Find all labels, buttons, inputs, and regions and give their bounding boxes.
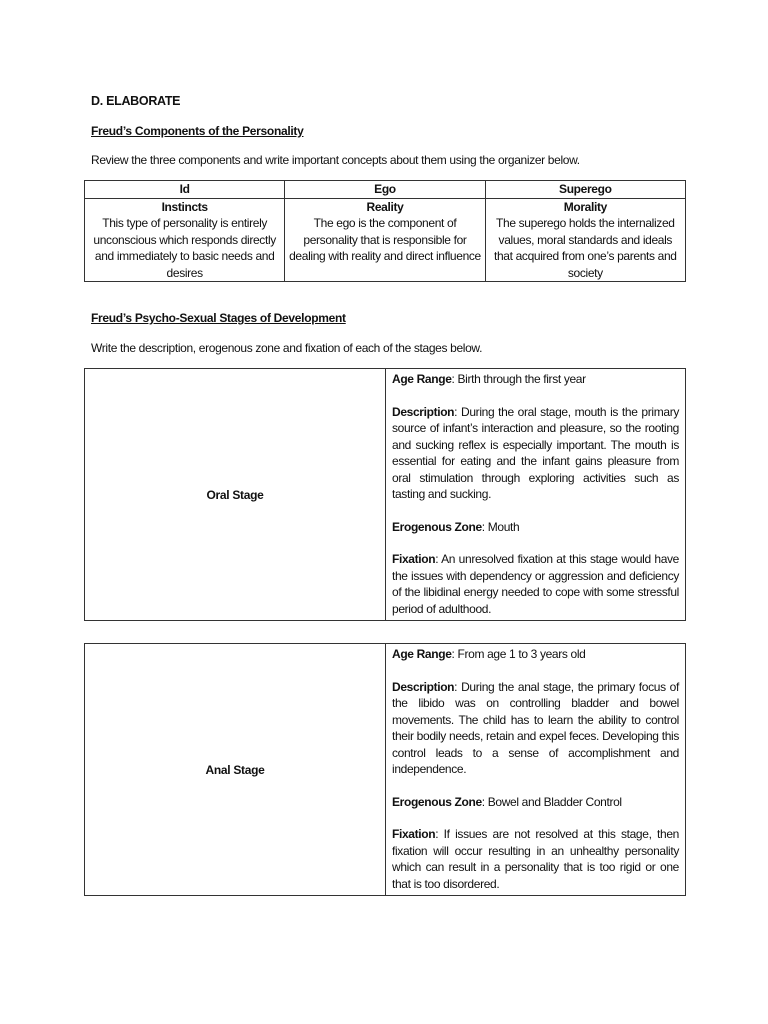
description-value: : During the oral stage, mouth is the primary source of infant’s interaction and pleasure, so the rooting and sucking reflex is especially important. The mouth is essential for eating and the infant gains pleasure from oral stimulation through exploring activities such as tasting and sucking. — [392, 404, 679, 501]
anal-stage-table — [84, 643, 686, 896]
age-range-label: Age Range — [392, 372, 452, 386]
ego-description: The ego is the component of personality that is responsible for dealing with reality and direct influence — [289, 216, 481, 263]
page-title: D. ELABORATE — [91, 94, 181, 108]
stage-details — [386, 644, 686, 896]
personality-components-table — [84, 180, 686, 282]
description-value: : During the anal stage, the primary focus of the libido was on controlling bladder and bowel movements. The child has to learn the ability to control their bodily needs, retain and expel feces. Developing this control leads to a sense of accomplishment and independence. — [392, 679, 679, 776]
description-label: Description — [392, 679, 455, 694]
fixation-value: : If issues are not resolved at this stage, then fixation will occur resulting in an unhealthy personality which can result in a personality that is too rigid or one that is too disordered. — [392, 827, 679, 891]
table-row — [85, 198, 686, 282]
fixation-label: Fixation — [392, 552, 436, 566]
erogenous-zone-label: Erogenous Zone — [392, 794, 482, 809]
age-range-label: Age Range — [392, 647, 452, 661]
oral-stage-table — [84, 368, 686, 621]
ego-key-concept: Reality — [366, 199, 404, 214]
superego-description: The superego holds the internalized values, moral standards and ideals that acquired from one’s parents and society — [494, 216, 677, 280]
stage-name: Oral Stage — [85, 369, 386, 621]
description-label: Description — [392, 404, 455, 419]
stage-details — [386, 369, 686, 621]
components-instruction: Review the three components and write important concepts about them using the organizer below. — [91, 153, 580, 167]
ego-cell — [285, 198, 485, 282]
erogenous-zone-value: : Bowel and Bladder Control — [481, 794, 622, 809]
age-range-line — [392, 371, 679, 388]
erogenous-zone-label: Erogenous Zone — [392, 519, 482, 534]
stage-name: Anal Stage — [85, 644, 386, 896]
components-heading: Freud’s Components of the Personality — [91, 124, 304, 138]
column-header-superego: Superego — [485, 181, 685, 199]
fixation-line — [392, 826, 679, 892]
age-range-value: : From age 1 to 3 years old — [451, 647, 586, 661]
erogenous-zone-line — [392, 519, 679, 536]
superego-key-concept: Morality — [563, 199, 607, 214]
column-header-id: Id — [85, 181, 285, 199]
fixation-line — [392, 551, 679, 617]
erogenous-zone-line — [392, 794, 679, 811]
age-range-line — [392, 646, 679, 663]
fixation-value: : An unresolved fixation at this stage would have the issues with dependency or aggression and deficiency of the libidinal energy needed to cope with some stressful period of adulthood. — [392, 552, 679, 616]
id-description: This type of personality is entirely unconscious which responds directly and immediately to basic needs and desires — [93, 216, 276, 280]
erogenous-zone-value: : Mouth — [481, 519, 520, 534]
description-line — [392, 679, 679, 778]
id-cell — [85, 198, 285, 282]
stages-instruction: Write the description, erogenous zone and fixation of each of the stages below. — [91, 341, 483, 355]
table-header-row — [85, 181, 686, 199]
stages-heading: Freud’s Psycho-Sexual Stages of Development — [91, 311, 346, 325]
id-key-concept: Instincts — [161, 199, 208, 214]
description-line — [392, 404, 679, 503]
column-header-ego: Ego — [285, 181, 485, 199]
fixation-label: Fixation — [392, 827, 436, 841]
superego-cell — [485, 198, 685, 282]
age-range-value: : Birth through the first year — [451, 372, 586, 386]
